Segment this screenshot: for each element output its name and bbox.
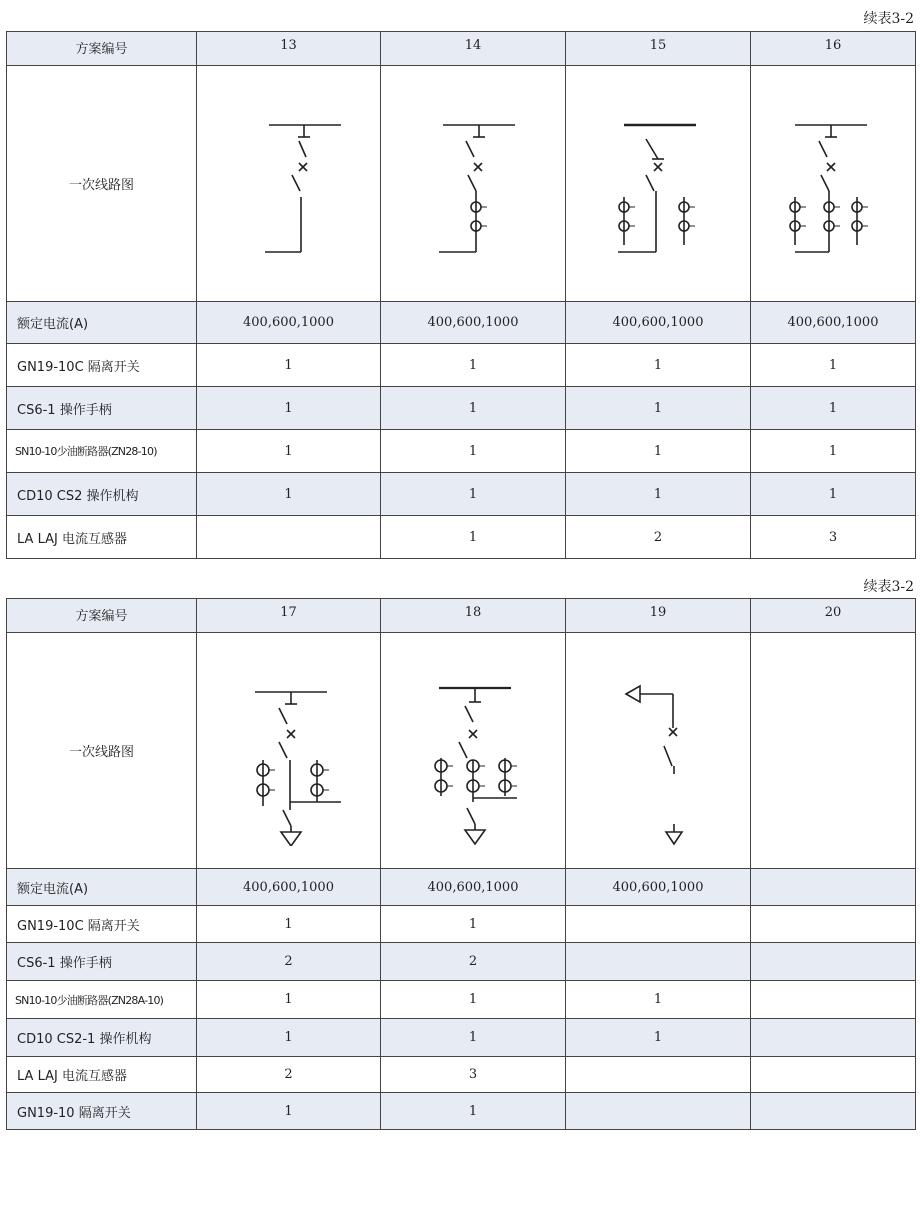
cell: 400,600,1000: [566, 869, 751, 906]
table-row: [7, 302, 916, 344]
row-label: CS6-1 操作手柄: [7, 387, 197, 430]
scheme-number: 16: [751, 32, 916, 66]
row-label: 额定电流(A): [7, 869, 197, 906]
cell: 1: [381, 387, 566, 430]
diagram-label: 一次线路图: [7, 66, 197, 302]
circuit-diagram: [197, 633, 381, 869]
scheme-number: 13: [197, 32, 381, 66]
scheme-number: 20: [751, 599, 916, 633]
table-row: [7, 430, 916, 473]
row-label: LA LAJ 电流互感器: [7, 1057, 197, 1093]
table-row: [7, 473, 916, 516]
cell: 1: [197, 387, 381, 430]
header-row: [7, 32, 916, 66]
cell: [751, 981, 916, 1019]
table-row: [7, 1057, 916, 1093]
table-row: [7, 906, 916, 943]
row-label: GN19-10C 隔离开关: [7, 906, 197, 943]
cell: 1: [197, 1093, 381, 1130]
cell: [566, 1093, 751, 1130]
scheme-number: 17: [197, 599, 381, 633]
row-label: GN19-10 隔离开关: [7, 1093, 197, 1130]
cell: 1: [381, 1093, 566, 1130]
cell: 400,600,1000: [751, 302, 916, 344]
scheme-number: 14: [381, 32, 566, 66]
cell: 1: [381, 473, 566, 516]
cell: 1: [751, 430, 916, 473]
cell: 400,600,1000: [381, 302, 566, 344]
table-row: [7, 344, 916, 387]
cell: [566, 1057, 751, 1093]
cell: [751, 906, 916, 943]
cell: 2: [197, 1057, 381, 1093]
cell: [566, 906, 751, 943]
cell: 400,600,1000: [566, 302, 751, 344]
cell: 1: [566, 387, 751, 430]
row-label: CD10 CS2-1 操作机构: [7, 1019, 197, 1057]
row-label: 额定电流(A): [7, 302, 197, 344]
table-caption-1: 续表3-2: [863, 11, 914, 27]
circuit-diagram: [381, 66, 566, 302]
table-caption-2: 续表3-2: [863, 579, 914, 595]
cell: 1: [197, 1019, 381, 1057]
cell: 1: [197, 906, 381, 943]
cell: [751, 869, 916, 906]
cell: 1: [197, 430, 381, 473]
cell: [751, 1019, 916, 1057]
cell: 1: [751, 387, 916, 430]
cell: 2: [197, 943, 381, 981]
cell: 3: [751, 516, 916, 559]
cell: 1: [566, 473, 751, 516]
row-label: GN19-10C 隔离开关: [7, 344, 197, 387]
scheme-number: 18: [381, 599, 566, 633]
row-label: SN10-10少油断路器(ZN28A-10): [7, 981, 197, 1019]
row-label: SN10-10少油断路器(ZN28-10): [7, 430, 197, 473]
scheme-number: 19: [566, 599, 751, 633]
cell: 1: [751, 344, 916, 387]
equipment-table-2: [6, 598, 916, 1130]
diagram-label: 一次线路图: [7, 633, 197, 869]
circuit-diagram: [197, 66, 381, 302]
cell: 1: [197, 981, 381, 1019]
cell: 1: [197, 344, 381, 387]
row-label: CD10 CS2 操作机构: [7, 473, 197, 516]
cell: 1: [381, 516, 566, 559]
cell: 400,600,1000: [197, 302, 381, 344]
circuit-diagram: [566, 633, 751, 869]
table-row: [7, 869, 916, 906]
cell: 1: [197, 473, 381, 516]
cell: [751, 1093, 916, 1130]
cell: 1: [381, 1019, 566, 1057]
scheme-number-label: 方案编号: [7, 32, 197, 66]
table-row: [7, 1019, 916, 1057]
cell: 3: [381, 1057, 566, 1093]
circuit-diagram-empty: [751, 633, 916, 869]
cell: [751, 943, 916, 981]
scheme-number-label: 方案编号: [7, 599, 197, 633]
cell: 1: [566, 981, 751, 1019]
cell: 2: [381, 943, 566, 981]
cell: 1: [381, 906, 566, 943]
row-label: LA LAJ 电流互感器: [7, 516, 197, 559]
cell: 400,600,1000: [197, 869, 381, 906]
diagram-row: [7, 66, 916, 302]
cell: 1: [751, 473, 916, 516]
table-row: [7, 516, 916, 559]
cell: [566, 943, 751, 981]
diagram-row: [7, 633, 916, 869]
cell: [751, 1057, 916, 1093]
equipment-table-1: [6, 31, 916, 559]
circuit-diagram: [566, 66, 751, 302]
cell: 1: [381, 981, 566, 1019]
cell: 1: [566, 344, 751, 387]
table-row: [7, 943, 916, 981]
row-label: CS6-1 操作手柄: [7, 943, 197, 981]
circuit-diagram: [751, 66, 916, 302]
header-row: [7, 599, 916, 633]
cell: 1: [566, 1019, 751, 1057]
cell: 1: [566, 430, 751, 473]
cell: 1: [381, 430, 566, 473]
scheme-number: 15: [566, 32, 751, 66]
table-row: [7, 981, 916, 1019]
cell: 400,600,1000: [381, 869, 566, 906]
table-row: [7, 1093, 916, 1130]
table-row: [7, 387, 916, 430]
circuit-diagram: [381, 633, 566, 869]
cell: 2: [566, 516, 751, 559]
cell: [197, 516, 381, 559]
cell: 1: [381, 344, 566, 387]
